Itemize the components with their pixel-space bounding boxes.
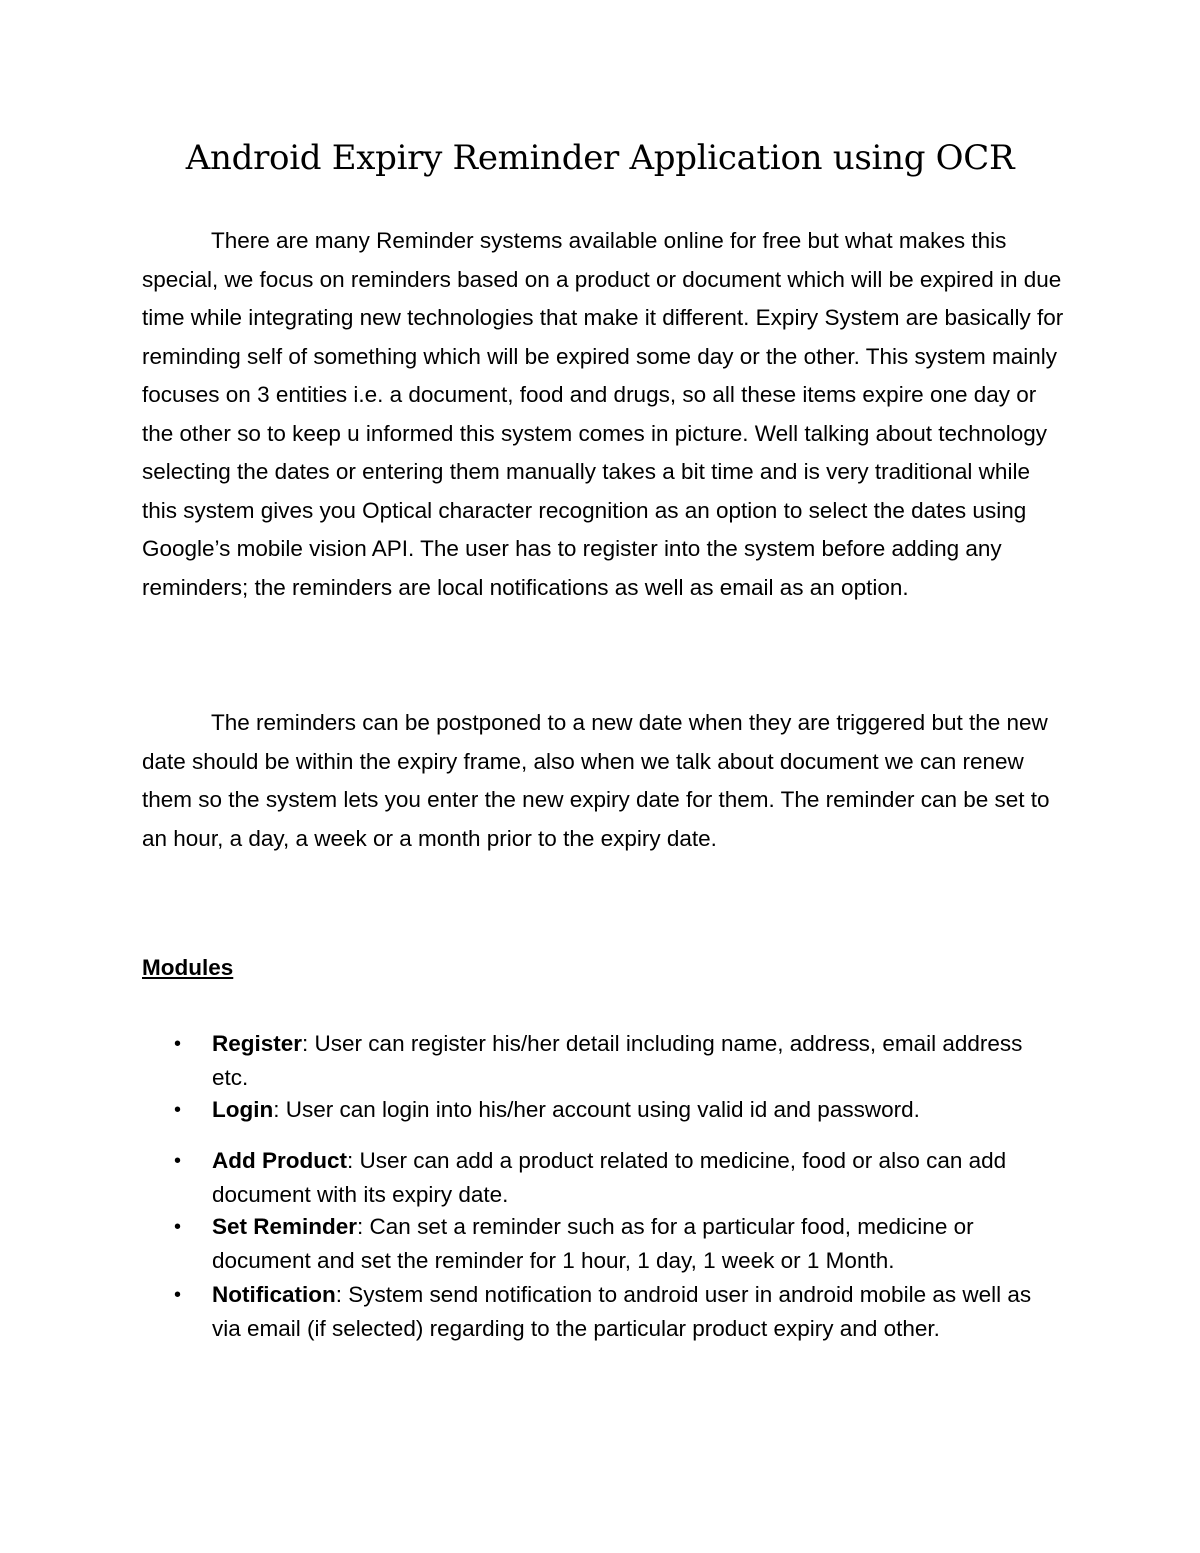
module-description: : User can login into his/her account using valid id and password.	[273, 1097, 920, 1122]
module-term: Register	[212, 1031, 303, 1056]
intro-paragraph: There are many Reminder systems available online for free but what makes this special, we focus on reminders based on a product or document which will be expired in due time while integrating new technologies that make it different. Expiry System are basically for reminding self of something which will be expired some day or the other. This system mainly focuses on 3 entities i.e. a document, food and drugs, so all these items expire one day or the other so to keep u informed this system comes in picture. Well talking about technology selecting the dates or entering them manually takes a bit time and is very traditional while this system gives you Optical character recognition as an option to select the dates using Google’s mobile vision API. The user has to register into the system before adding any reminders; the reminders are local notifications as well as email as an option.	[142, 228, 1064, 600]
module-term: Notification	[212, 1282, 336, 1307]
module-item-add-product	[174, 1144, 1062, 1212]
module-description: : Can set a reminder such as for a particular food, medicine or document and set the reminder for 1 hour, 1 day, 1 week or 1 Month.	[212, 1214, 974, 1273]
module-description: : User can add a product related to medicine, food or also can add document with its expiry date.	[212, 1148, 1007, 1207]
modules-heading: Modules	[142, 955, 234, 980]
bullet-icon: •	[174, 1216, 182, 1238]
reminders-paragraph: The reminders can be postponed to a new date when they are triggered but the new date should be within the expiry frame, also when we talk about document we can renew them so the system lets you enter the new expiry date for them. The reminder can be set to an hour, a day, a week or a month prior to the expiry date.	[142, 710, 1050, 851]
bullet-icon: •	[174, 1150, 182, 1172]
module-description: : System send notification to android user in android mobile as well as via email (if selected) regarding to the particular product expiry and other.	[212, 1282, 1032, 1341]
bullet-icon: •	[174, 1284, 182, 1306]
module-term: Add Product	[212, 1148, 347, 1173]
module-item-notification	[174, 1278, 1062, 1346]
module-item-set-reminder	[174, 1210, 1062, 1278]
module-term: Set Reminder	[212, 1214, 358, 1239]
bullet-icon: •	[174, 1033, 182, 1055]
document-title: Android Expiry Reminder Application using OCR	[185, 138, 1015, 178]
bullet-icon: •	[174, 1099, 182, 1121]
module-item-register	[174, 1027, 1062, 1095]
module-item-login	[174, 1093, 1062, 1127]
module-term: Login	[212, 1097, 274, 1122]
module-description: : User can register his/her detail including name, address, email address etc.	[212, 1031, 1023, 1090]
